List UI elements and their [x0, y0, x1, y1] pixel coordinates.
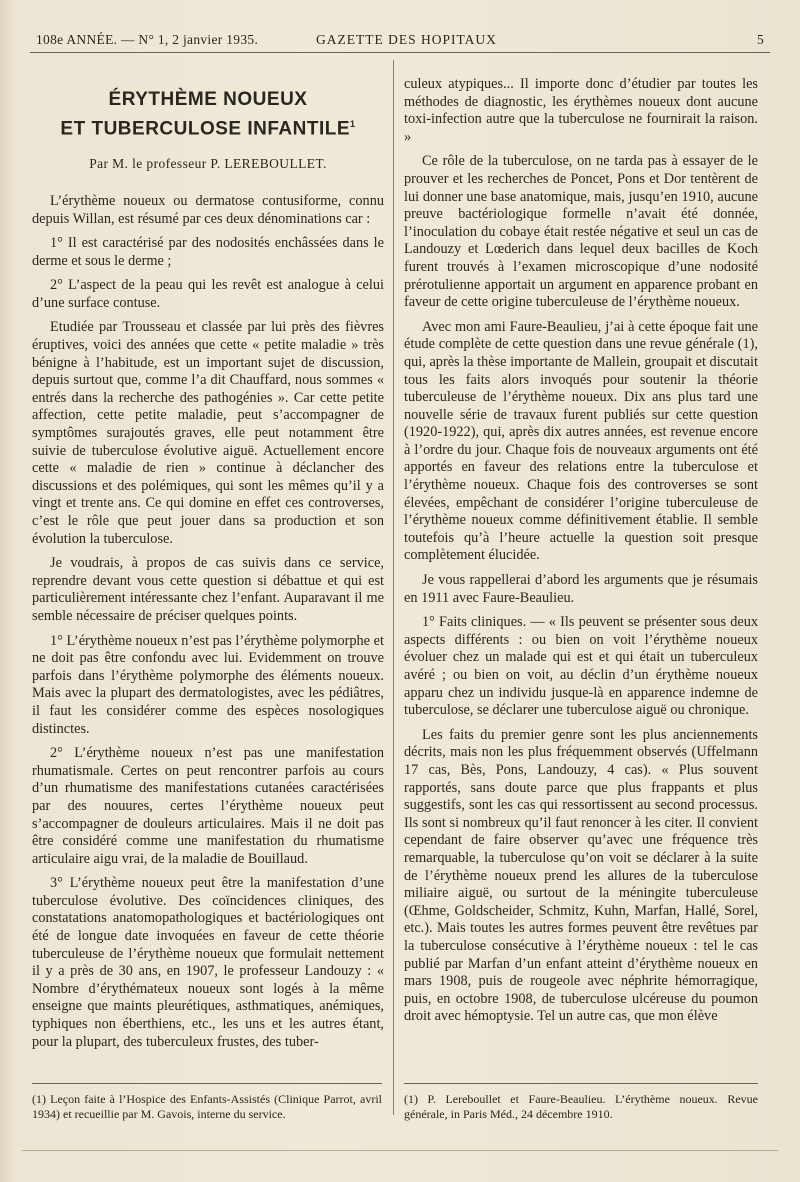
right-column [404, 76, 758, 1033]
paragraph: Etudiée par Trousseau et classée par lui près des fièvres éruptives, voici des années que cette « petite maladie » très bénigne à l’habitude, est un important sujet de discussion, depuis surtout que, comme l’a dit Chauffard, nous sommes « entrés dans la recherche des pathogénies ». Car cette petite affection, cette petite maladie, peut s’accompagner de symptômes surajoutés graves, elle peut notamment être suivie de tuberculose évolutive aiguë. Actuellement encore cette « maladie de rien » continue à déclancher des discussions et des polémiques, qui sont les mêmes qu’il y a vingt et trente ans. Ce qui domine en effet ces controverses, c’est le rôle que peut jouer dans sa production et son évolution la tuberculose. [32, 319, 384, 547]
paragraph: 1° L’érythème noueux n’est pas l’érythème polymorphe et ne doit pas être confondu avec lui. Evidemment on trouve parfois dans l’érythème polymorphe des éléments noueux. Mais avec la plupart des dermatologistes, avec les pédiâtres, il faut les considérer comme des espèces nosologiques distinctes. [32, 632, 384, 737]
header-journal-title: GAZETTE DES HOPITAUX [316, 32, 497, 47]
paragraph: culeux atypiques... Il importe donc d’étudier par toutes les méthodes de diagnostic, les érythèmes noueux dont aucune toxi-infection autre que la tuberculose ne fournirait la raison. » [404, 76, 758, 145]
title-line-1: ÉRYTHÈME NOUEUX [108, 89, 308, 110]
paragraph: Les faits du premier genre sont les plus anciennements décrits, mais non les plus fréquemment observés (Uffelmann 17 cas, Bès, Pons, Landouzy, 4 cas). « Plus souvent rapportés, sans doute parce que plus frappants et plus suggestifs, sont les cas qui ressortissent au second processus. Ils sont si nombreux qu’il faut renoncer à les citer. Il convient cependant de faire observer qu’avec une fréquence très remarquable, la tuberculose qu’on voit se déclarer à la suite de l’érythème noueux prend les allures de la tuberculose miliaire aiguë, ou surtout de la méningite tuberculeuse (Œhme, Goldscheider, Schmitz, Kuhn, Marfan, Hallé, Sorel, etc.). Mais toutes les autres formes peuvent être revêtues par la tuberculose consécutive à l’érythème noueux : tel le cas publié par Marfan d’un enfant atteint d’érythème noueux en mars 1908, puis de rougeole avec néphrite hémorragique, puis, en octobre 1908, de tuberculose ulcéreuse du poumon droit avec hémoptysie. Tel un autre cas, que mon élève [404, 726, 758, 1025]
header-issue: 108e ANNÉE. — N° 1, 2 janvier 1935. [36, 32, 259, 47]
paragraph: Je voudrais, à propos de cas suivis dans ce service, reprendre devant vous cette question si débattue et qui est particulièrement intéressante chez l’enfant. Auparavant il me semble nécessaire de préciser quelques points. [32, 555, 384, 624]
footnote-left: (1) Leçon faite à l’Hospice des Enfants-Assistés (Clinique Parrot, avril 1934) et recueillie par M. Gavois, interne du service. [32, 1092, 382, 1121]
title-footnote-mark: 1 [350, 119, 356, 129]
title-line-2: ET TUBERCULOSE INFANTILE$^1$ [60, 118, 356, 140]
paragraph: 1° Il est caractérisé par des nodosités enchâssées dans le derme et sous le derme ; [32, 235, 384, 269]
footnote-right: (1) P. Lereboullet et Faure-Beaulieu. L’érythème noueux. Revue générale, in Paris Méd., 24 décembre 1910. [404, 1092, 758, 1121]
running-header [36, 32, 764, 52]
footnote-rule-right [404, 1083, 758, 1084]
paragraph: 1° Faits cliniques. — « Ils peuvent se présenter sous deux aspects différents : ou bien on voit l’érythème noueux évoluer chez un malade qui est et qui était un tuberculeux avéré ; ou bien on voit, au déclin d’un érythème noueux apparu chez un individu jusque-là en apparence indemne de tuberculose, se déclarer une tuberculose aiguë ou chronique. [404, 614, 758, 719]
header-page-number: 5 [756, 32, 764, 47]
left-column-body [32, 193, 384, 1051]
paragraph: 2° L’érythème noueux n’est pas une manifestation rhumatismale. Certes on peut rencontrer parfois au cours d’un rhumatisme des manifestations cutanées caractérisées par des nouures, certes l’érythème noueux peut s’accompagner de douleurs articulaires. Mais il ne doit pas être considéré comme une manifestation du rhumatisme articulaire aigu vrai, de la maladie de Bouillaud. [32, 745, 384, 867]
article-byline: Par M. le professeur P. LEREBOULLET. [89, 156, 327, 172]
paragraph: Je vous rappellerai d’abord les arguments que je résumais en 1911 avec Faure-Beaulieu. [404, 572, 758, 606]
header-rule [30, 52, 770, 53]
page-bottom-rule [22, 1150, 778, 1151]
paragraph: Ce rôle de la tuberculose, on ne tarda pas à essayer de le prouver et les recherches de Poncet, Pons et Dor tentèrent de lui donner une base anatomique, mais, jusqu’en 1910, aucune preuve bactériologique formelle n’avait été donnée, l’inoculation du cobaye était restée négative et seul un cas de Landouzy et Lœderich dans lequel deux bacilles de Koch furent trouvés à l’examen microscopique d’une nodosité prérotulienne apportait un argument en apparence probant en faveur de cette origine tuberculeuse de l’érythème noueux. [404, 153, 758, 311]
left-column [32, 70, 384, 1058]
paragraph: Avec mon ami Faure-Beaulieu, j’ai à cette époque fait une étude complète de cette question dans une revue générale (1), qui, après la thèse importante de Mallein, groupait et discutait tous les faits alors invoqués pour soutenir la théorie tuberculeuse de l’érythème noueux. Dix ans plus tard une nouvelle série de travaux furent publiés sur cette question (1920-1922), qui, après dix autres années, est revenue encore à l’ordre du jour. Chaque fois de nouveaux arguments ont été apportés en faveur des relations entre la tuberculose et l’érythème noueux. Chaque fois des controverses se sont élevées, empêchant de considérer l’origine tuberculeuse de l’érythème noueux comme définitivement établie. Il semble toutefois qu’à l’heure actuelle la question soit presque complètement élucidée. [404, 318, 758, 564]
paragraph: 2° L’aspect de la peau qui les revêt est analogue à celui d’une surface contuse. [32, 277, 384, 311]
paragraph: L’érythème noueux ou dermatose contusiforme, connu depuis Willan, est résumé par ces deux dénominations car : [32, 192, 384, 227]
column-divider [393, 60, 394, 1115]
footnote-rule-left [32, 1083, 382, 1084]
paragraph: 3° L’érythème noueux peut être la manifestation d’une tuberculose évolutive. Des coïncidences cliniques, des constatations anatomopathologiques et bactériologiques ont été de longue date invoquées en faveur de cette théorie tuberculeuse de l’érythème noueux que formulait nettement il y a près de 30 ans, en 1907, le professeur Landouzy : « Nombre d’érythémateux noueux sont logés à la même enseigne que maints pleurétiques, asthmatiques, anémiques, typhiques non éberthiens, etc., les uns et les autres étant, pour la plupart, des tuberculeux frustes, des tuber- [32, 875, 384, 1050]
right-column-body [404, 76, 758, 1026]
article-title [32, 88, 384, 141]
